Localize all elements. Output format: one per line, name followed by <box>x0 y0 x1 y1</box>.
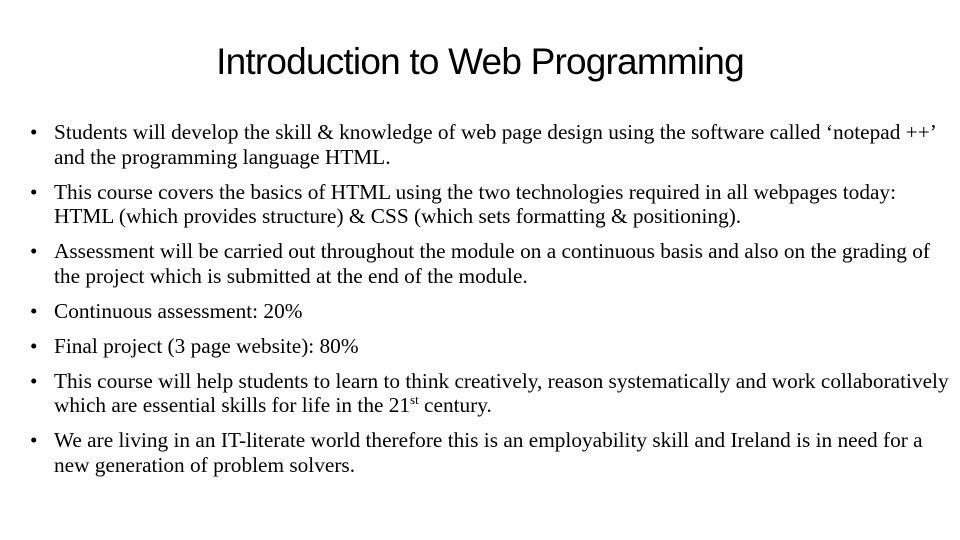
bullet-marker: • <box>30 239 38 263</box>
bullet-item <box>30 369 950 418</box>
bullet-item <box>30 334 950 359</box>
bullet-item <box>30 428 950 477</box>
bullet-marker: • <box>30 428 38 452</box>
bullet-marker: • <box>30 179 38 204</box>
bullet-text: Students will develop the skill & knowledge of web page design using the software called ‘notepad ++’ and the programming language HTML. <box>54 120 936 169</box>
bullet-text: Final project (3 page website): 80% <box>54 333 359 358</box>
bullet-text-part: This course will help students to learn to think creatively, reason systematically and work collaboratively which are essential skills for life in the 21 <box>54 368 949 417</box>
bullet-text: We are living in an IT-literate world therefore this is an employability skill and Ireland is in need for a new generation of problem solvers. <box>54 428 923 477</box>
bullet-item <box>30 239 950 288</box>
bullet-text: Assessment will be carried out throughout the module on a continuous basis and also on the grading of the project which is submitted at the end of the module. <box>54 239 930 288</box>
bullet-text-part: century. <box>418 393 492 417</box>
bullet-text: Continuous assessment: 20% <box>54 298 303 323</box>
bullet-item <box>30 120 950 169</box>
bullet-marker: • <box>30 333 38 358</box>
bullet-item <box>30 299 950 324</box>
bullet-marker: • <box>30 120 38 144</box>
bullet-list <box>30 120 950 488</box>
bullet-marker: • <box>30 298 38 323</box>
ordinal-suffix: st <box>410 391 419 407</box>
bullet-item <box>30 180 950 229</box>
bullet-marker: • <box>30 368 38 393</box>
bullet-text: This course covers the basics of HTML using the two technologies required in all webpages today: HTML (which provides structure) & CSS (which sets formatting & positioning). <box>54 179 896 228</box>
slide-title: Introduction to Web Programming <box>216 41 744 82</box>
bullet-text <box>54 369 949 418</box>
